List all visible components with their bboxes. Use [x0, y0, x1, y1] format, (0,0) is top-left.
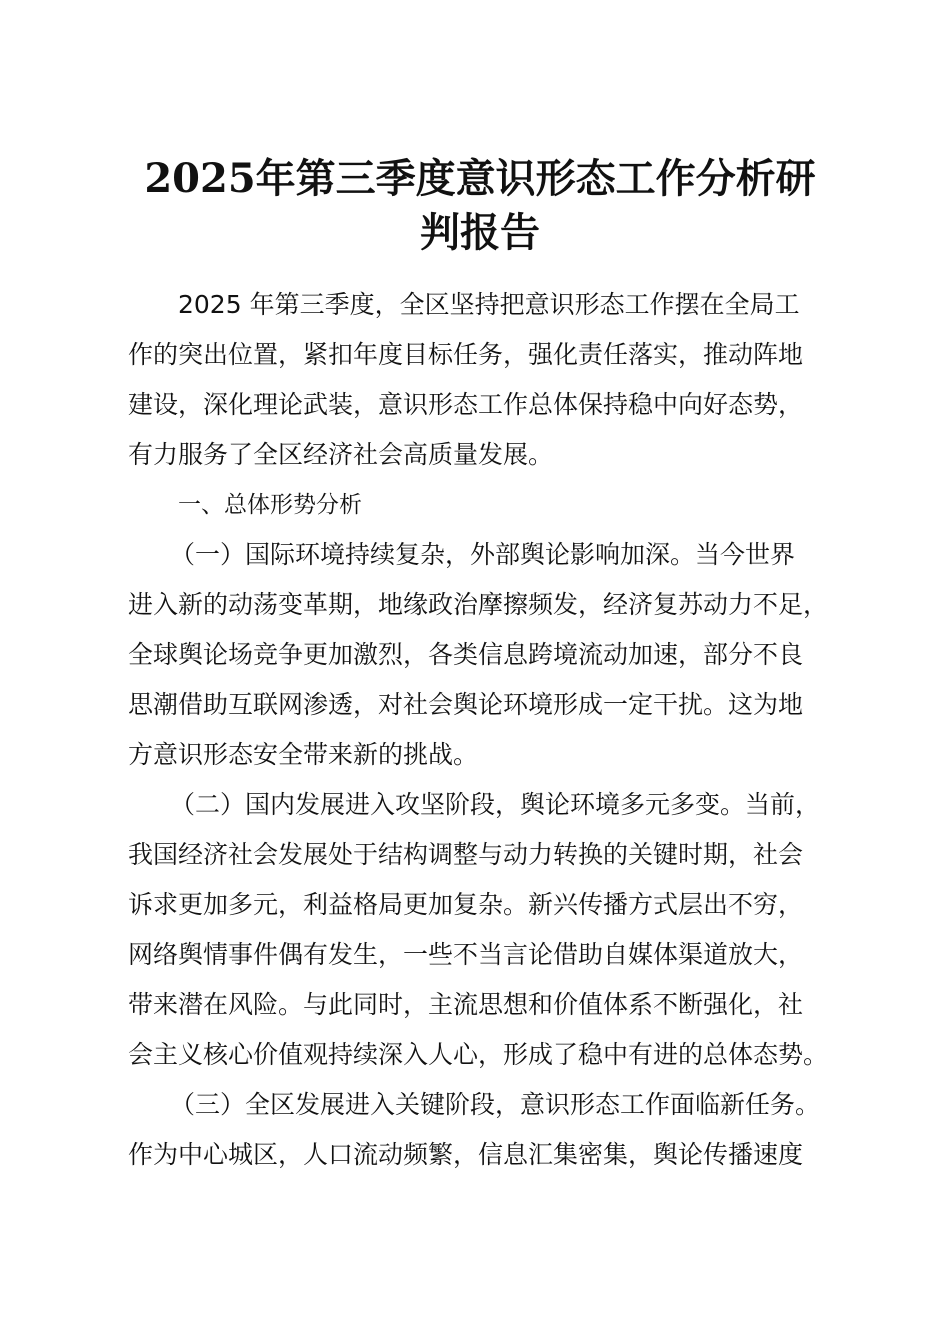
intro-paragraph-line: 2025 年第三季度，全区坚持把意识形态工作摆在全局工 [178, 290, 800, 319]
paragraph-line: 进入新的动荡变革期，地缘政治摩擦频发，经济复苏动力不足， [128, 590, 829, 619]
section-heading: 一、总体形势分析 [178, 492, 362, 518]
intro-paragraph-line: 作的突出位置，紧扣年度目标任务，强化责任落实，推动阵地 [128, 340, 804, 369]
paragraph-line: （三）全区发展进入关键阶段，意识形态工作面临新任务。 [170, 1090, 821, 1119]
paragraph-line: （一）国际环境持续复杂，外部舆论影响加深。当今世界 [170, 540, 796, 569]
paragraph-line: （二）国内发展进入攻坚阶段，舆论环境多元多变。当前， [170, 790, 821, 819]
paragraph-line: 我国经济社会发展处于结构调整与动力转换的关键时期，社会 [128, 840, 804, 869]
document-title-line-1: 2025年第三季度意识形态工作分析研 [144, 155, 816, 202]
paragraph-line: 会主义核心价值观持续深入人心，形成了稳中有进的总体态势。 [128, 1040, 829, 1069]
paragraph-line: 方意识形态安全带来新的挑战。 [128, 740, 479, 769]
paragraph-line: 带来潜在风险。与此同时，主流思想和价值体系不断强化，社 [128, 990, 804, 1019]
intro-paragraph-line: 有力服务了全区经济社会高质量发展。 [128, 440, 554, 469]
document-title-line-2: 判报告 [420, 209, 540, 256]
paragraph-line: 网络舆情事件偶有发生，一些不当言论借助自媒体渠道放大， [128, 940, 804, 969]
paragraph-line: 全球舆论场竞争更加激烈，各类信息跨境流动加速，部分不良 [128, 640, 804, 669]
paragraph-line: 作为中心城区，人口流动频繁，信息汇集密集，舆论传播速度 [128, 1140, 804, 1169]
paragraph-line: 思潮借助互联网渗透，对社会舆论环境形成一定干扰。这为地 [128, 690, 804, 719]
intro-paragraph-line: 建设，深化理论武装，意识形态工作总体保持稳中向好态势， [128, 390, 804, 419]
paragraph-line: 诉求更加多元，利益格局更加复杂。新兴传播方式层出不穷， [128, 890, 804, 919]
